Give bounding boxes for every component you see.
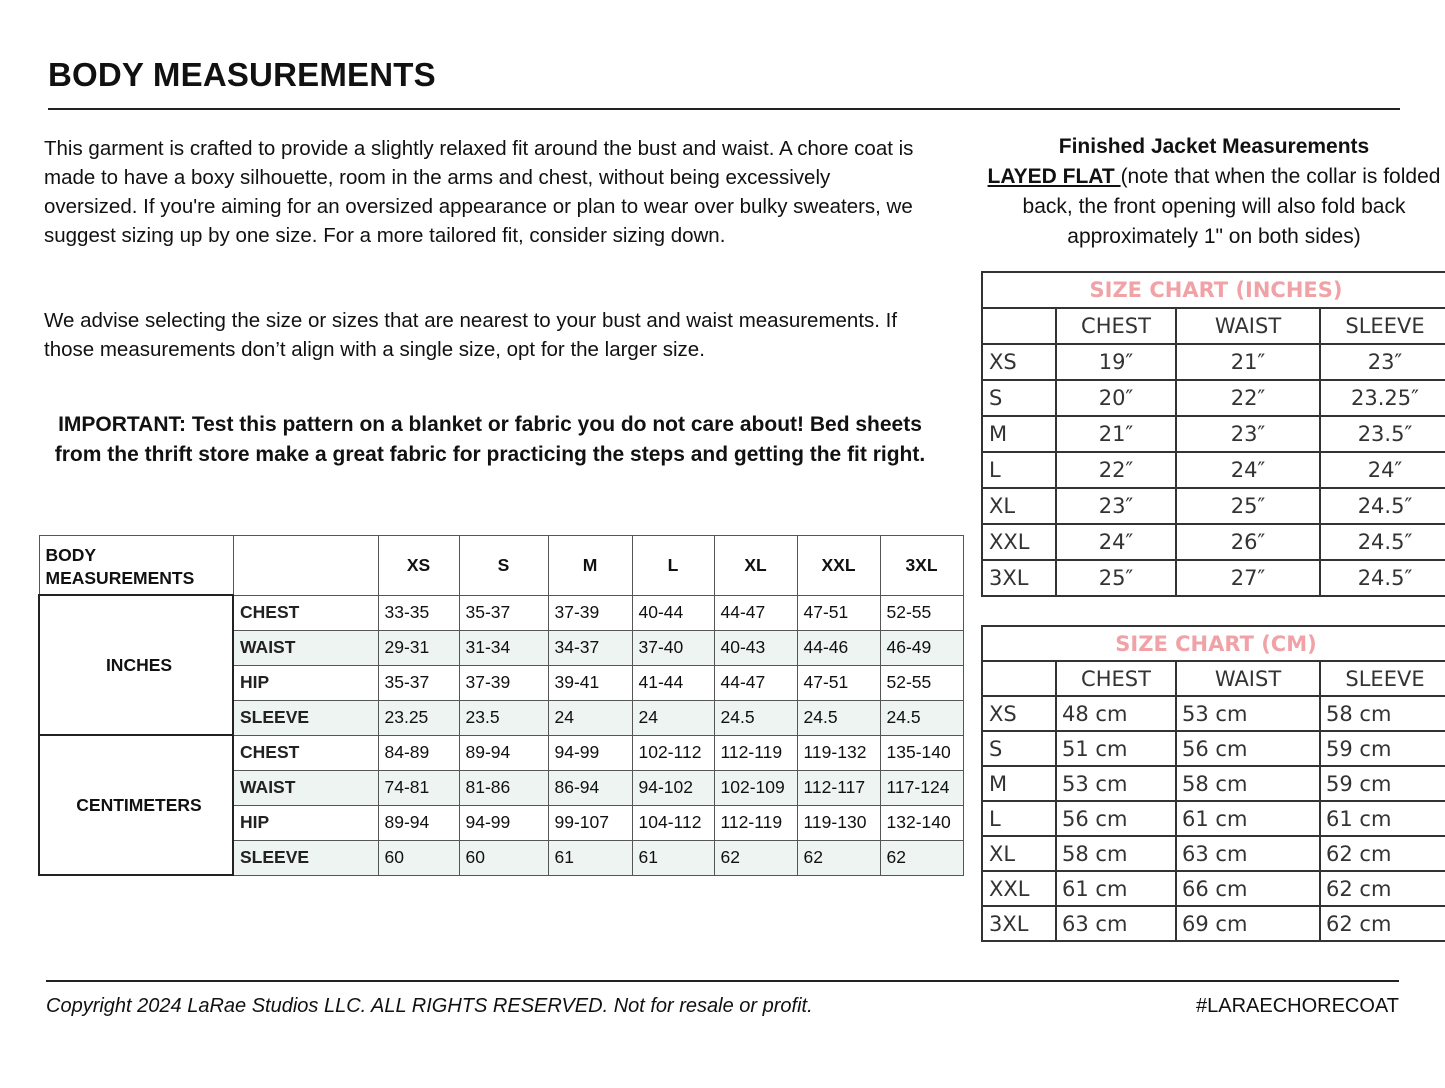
table-row xyxy=(982,524,1445,560)
table-cell: 22″ xyxy=(1056,452,1176,488)
table-cell: 24″ xyxy=(1176,452,1320,488)
size-label: XL xyxy=(982,836,1056,871)
table-cell: 112-117 xyxy=(797,770,880,805)
group-label-inches: INCHES xyxy=(39,595,233,735)
table-cell: 94-99 xyxy=(459,805,548,840)
table-row xyxy=(982,416,1445,452)
column-header: WAIST xyxy=(1176,308,1320,344)
table-cell: 94-99 xyxy=(548,735,632,770)
table-row xyxy=(982,488,1445,524)
table-cell: 61 xyxy=(548,840,632,875)
table-cell: 24 xyxy=(548,700,632,735)
table-cell: 21″ xyxy=(1176,344,1320,380)
table-cell: 62 cm xyxy=(1320,836,1445,871)
table-cell: 86-94 xyxy=(548,770,632,805)
table-cell: 35-37 xyxy=(459,595,548,630)
table-cell: 39-41 xyxy=(548,665,632,700)
table-cell: 53 cm xyxy=(1176,696,1320,731)
table-cell: 37-39 xyxy=(548,595,632,630)
table-cell: 19″ xyxy=(1056,344,1176,380)
table-row xyxy=(982,731,1445,766)
table-cell: 24.5″ xyxy=(1320,560,1445,596)
column-header: CHEST xyxy=(1056,661,1176,696)
table-cell: 62 cm xyxy=(1320,906,1445,941)
table-cell: 60 xyxy=(459,840,548,875)
table-cell: 58 cm xyxy=(1320,696,1445,731)
table-cell: 104-112 xyxy=(632,805,714,840)
table-cell: 34-37 xyxy=(548,630,632,665)
size-label: XXL xyxy=(982,524,1056,560)
collar-note: (note that when the collar is folded back, the front opening will also fold back approximately 1" on both sides) xyxy=(1022,165,1441,248)
column-header: SLEEVE xyxy=(1320,661,1445,696)
row-label: SLEEVE xyxy=(233,840,378,875)
footer-divider xyxy=(46,980,1399,982)
table-cell: 59 cm xyxy=(1320,766,1445,801)
table-cell: 53 cm xyxy=(1056,766,1176,801)
size-label: 3XL xyxy=(982,906,1056,941)
table-cell: 56 cm xyxy=(1056,801,1176,836)
table-header-label: BODY MEASUREMENTS xyxy=(39,536,233,596)
table-cell: 61 cm xyxy=(1320,801,1445,836)
size-header: XS xyxy=(378,536,459,596)
row-label: HIP xyxy=(233,665,378,700)
table-cell: 112-119 xyxy=(714,735,797,770)
size-chart-cm xyxy=(981,625,1445,942)
table-cell: 25″ xyxy=(1176,488,1320,524)
size-header: S xyxy=(459,536,548,596)
table-cell: 61 cm xyxy=(1176,801,1320,836)
table-cell: 24.5 xyxy=(880,700,963,735)
size-label: L xyxy=(982,452,1056,488)
fit-description-paragraph: This garment is crafted to provide a slightly relaxed fit around the bust and waist. A chore coat is made to have a boxy silhouette, room in the arms and chest, without being excessively oversized. If you're aiming for an oversized appearance or plan to wear over bulky sweaters, we suggest sizing up by one size. For a more tailored fit, consider sizing down. xyxy=(44,137,914,247)
copyright-text: Copyright 2024 LaRae Studios LLC. ALL RIGHTS RESERVED. Not for resale or profit. xyxy=(46,995,813,1017)
table-cell: 23.25″ xyxy=(1320,380,1445,416)
size-advice-paragraph: We advise selecting the size or sizes that are nearest to your bust and waist measurements. If those measurements don’t align with a single size, opt for the larger size. xyxy=(44,309,898,361)
table-cell: 84-89 xyxy=(378,735,459,770)
table-cell: 25″ xyxy=(1056,560,1176,596)
table-cell: 23″ xyxy=(1056,488,1176,524)
table-row xyxy=(39,595,963,630)
table-cell: 37-39 xyxy=(459,665,548,700)
table-cell: 47-51 xyxy=(797,665,880,700)
column-header: SLEEVE xyxy=(1320,308,1445,344)
table-cell: 23.25 xyxy=(378,700,459,735)
group-label-centimeters: CENTIMETERS xyxy=(39,735,233,875)
table-cell: 24″ xyxy=(1320,452,1445,488)
table-cell: 44-47 xyxy=(714,665,797,700)
table-cell: 62 xyxy=(797,840,880,875)
empty-header-cell xyxy=(982,308,1056,344)
table-cell: 66 cm xyxy=(1176,871,1320,906)
table-cell: 61 xyxy=(632,840,714,875)
chart-title: SIZE CHART (INCHES) xyxy=(982,272,1445,308)
table-cell: 63 cm xyxy=(1056,906,1176,941)
table-cell: 119-132 xyxy=(797,735,880,770)
table-cell: 31-34 xyxy=(459,630,548,665)
table-cell: 52-55 xyxy=(880,665,963,700)
size-label: 3XL xyxy=(982,560,1056,596)
table-cell: 26″ xyxy=(1176,524,1320,560)
table-row xyxy=(982,344,1445,380)
row-label: WAIST xyxy=(233,770,378,805)
body-measurements-table xyxy=(38,535,964,876)
table-cell: 37-40 xyxy=(632,630,714,665)
table-header-row xyxy=(39,536,963,596)
table-cell: 21″ xyxy=(1056,416,1176,452)
size-label: M xyxy=(982,766,1056,801)
table-cell: 81-86 xyxy=(459,770,548,805)
table-cell: 24″ xyxy=(1056,524,1176,560)
column-header: CHEST xyxy=(1056,308,1176,344)
size-header: XXL xyxy=(797,536,880,596)
important-note: IMPORTANT: Test this pattern on a blanket or fabric you do not care about! Bed sheets from the thrift store make a great fabric for practicing the steps and getting the fit right. xyxy=(54,413,926,466)
size-label: XS xyxy=(982,344,1056,380)
table-row xyxy=(982,766,1445,801)
table-cell: 35-37 xyxy=(378,665,459,700)
table-cell: 62 xyxy=(880,840,963,875)
table-cell: 44-47 xyxy=(714,595,797,630)
table-row xyxy=(982,380,1445,416)
table-cell: 135-140 xyxy=(880,735,963,770)
table-cell: 29-31 xyxy=(378,630,459,665)
table-row xyxy=(39,735,963,770)
table-cell: 58 cm xyxy=(1056,836,1176,871)
table-cell: 62 xyxy=(714,840,797,875)
table-cell: 23.5 xyxy=(459,700,548,735)
row-label: HIP xyxy=(233,805,378,840)
table-row xyxy=(982,906,1445,941)
size-label: XS xyxy=(982,696,1056,731)
table-cell: 33-35 xyxy=(378,595,459,630)
table-cell: 56 cm xyxy=(1176,731,1320,766)
table-cell: 99-107 xyxy=(548,805,632,840)
size-header: 3XL xyxy=(880,536,963,596)
size-header: XL xyxy=(714,536,797,596)
finished-measurements-heading xyxy=(980,132,1445,252)
table-cell: 23.5″ xyxy=(1320,416,1445,452)
table-cell: 51 cm xyxy=(1056,731,1176,766)
table-cell: 40-44 xyxy=(632,595,714,630)
table-cell: 61 cm xyxy=(1056,871,1176,906)
table-row xyxy=(982,836,1445,871)
size-label: S xyxy=(982,380,1056,416)
table-cell: 112-119 xyxy=(714,805,797,840)
hashtag-text: #LARAECHORECOAT xyxy=(1195,995,1399,1017)
table-cell: 24.5″ xyxy=(1320,488,1445,524)
table-cell: 24 xyxy=(632,700,714,735)
table-cell: 94-102 xyxy=(632,770,714,805)
table-row xyxy=(982,560,1445,596)
table-cell: 20″ xyxy=(1056,380,1176,416)
size-header: L xyxy=(632,536,714,596)
size-chart-inches xyxy=(981,271,1445,597)
table-cell: 40-43 xyxy=(714,630,797,665)
table-row xyxy=(982,696,1445,731)
table-cell: 102-109 xyxy=(714,770,797,805)
table-cell: 52-55 xyxy=(880,595,963,630)
layed-flat-label: LAYED FLAT xyxy=(987,165,1121,188)
table-cell: 132-140 xyxy=(880,805,963,840)
table-cell: 24.5″ xyxy=(1320,524,1445,560)
table-cell: 62 cm xyxy=(1320,871,1445,906)
size-label: XXL xyxy=(982,871,1056,906)
table-cell: 46-49 xyxy=(880,630,963,665)
table-cell: 48 cm xyxy=(1056,696,1176,731)
table-cell: 58 cm xyxy=(1176,766,1320,801)
row-label: CHEST xyxy=(233,595,378,630)
table-row xyxy=(982,452,1445,488)
table-cell: 41-44 xyxy=(632,665,714,700)
table-cell: 23″ xyxy=(1176,416,1320,452)
table-cell: 27″ xyxy=(1176,560,1320,596)
table-cell: 89-94 xyxy=(378,805,459,840)
row-label: WAIST xyxy=(233,630,378,665)
size-label: S xyxy=(982,731,1056,766)
finished-title: Finished Jacket Measurements xyxy=(1058,135,1370,158)
size-label: L xyxy=(982,801,1056,836)
table-cell: 89-94 xyxy=(459,735,548,770)
table-cell: 24.5 xyxy=(797,700,880,735)
table-cell: 117-124 xyxy=(880,770,963,805)
column-header: WAIST xyxy=(1176,661,1320,696)
table-cell: 69 cm xyxy=(1176,906,1320,941)
row-label: SLEEVE xyxy=(233,700,378,735)
table-row xyxy=(982,871,1445,906)
size-label: XL xyxy=(982,488,1056,524)
table-cell: 44-46 xyxy=(797,630,880,665)
chart-title: SIZE CHART (CM) xyxy=(982,626,1445,661)
table-cell: 102-112 xyxy=(632,735,714,770)
empty-header-cell xyxy=(233,536,378,596)
table-cell: 60 xyxy=(378,840,459,875)
table-cell: 63 cm xyxy=(1176,836,1320,871)
size-label: M xyxy=(982,416,1056,452)
table-cell: 119-130 xyxy=(797,805,880,840)
table-cell: 59 cm xyxy=(1320,731,1445,766)
table-cell: 22″ xyxy=(1176,380,1320,416)
table-cell: 23″ xyxy=(1320,344,1445,380)
table-cell: 47-51 xyxy=(797,595,880,630)
finished-subtitle xyxy=(980,162,1445,252)
title-divider xyxy=(48,108,1400,110)
size-header: M xyxy=(548,536,632,596)
row-label: CHEST xyxy=(233,735,378,770)
page-title: BODY MEASUREMENTS xyxy=(48,56,436,93)
table-cell: 74-81 xyxy=(378,770,459,805)
empty-header-cell xyxy=(982,661,1056,696)
table-row xyxy=(982,801,1445,836)
table-cell: 24.5 xyxy=(714,700,797,735)
